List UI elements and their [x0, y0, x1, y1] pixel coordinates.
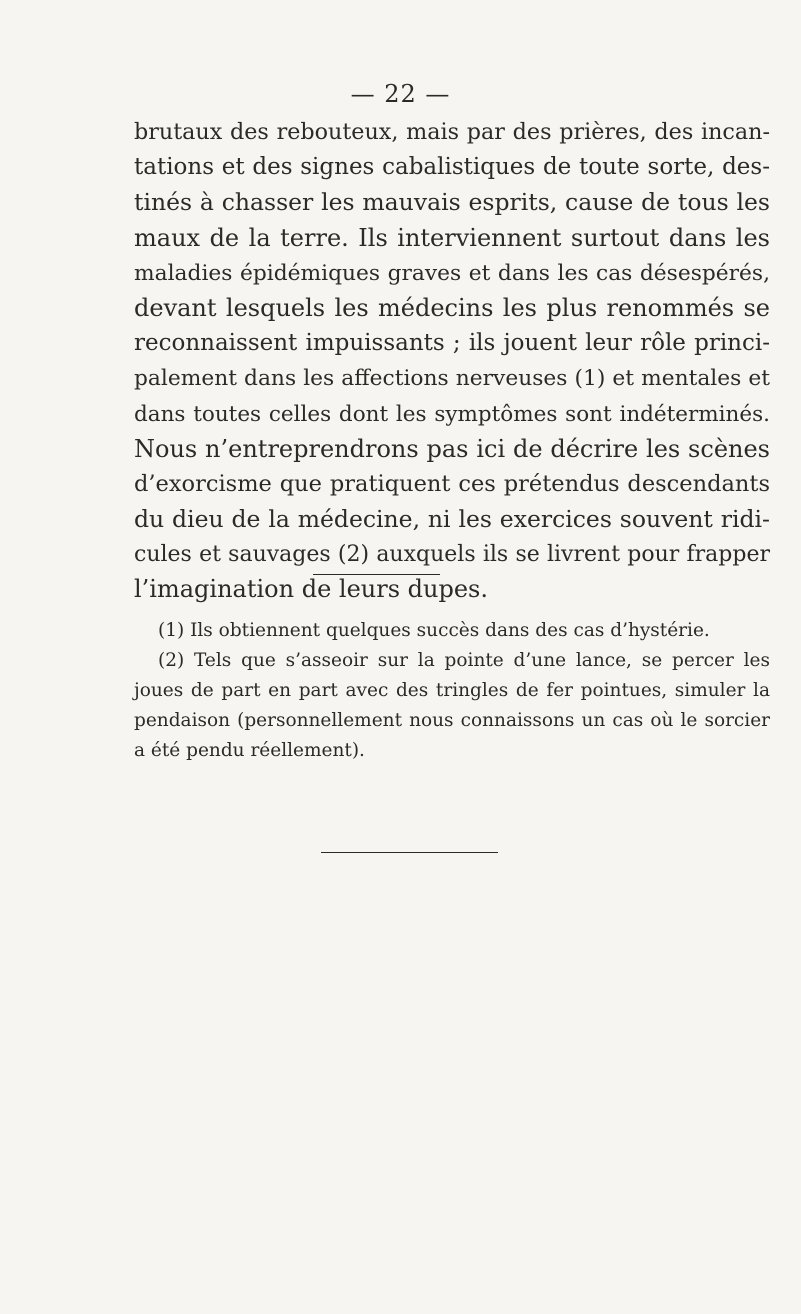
body-line: cules et sauvages (2) auxquels ils se livrent pour frapper [134, 542, 770, 568]
footnote-2-line: a été pendu réellement). [134, 740, 365, 761]
body-line: brutaux des rebouteux, mais par des prières, des incan- [134, 119, 770, 145]
footnote-separator [313, 574, 440, 575]
body-line: du dieu de la médecine, ni les exercices souvent ridi- [134, 505, 770, 534]
body-line: palement dans les affections nerveuses (1) et mentales et [134, 366, 770, 392]
body-text [134, 115, 770, 608]
body-line: tinés à chasser les mauvais esprits, cause de tous les [134, 188, 770, 217]
footnote-2-line: joues de part en part avec des tringles de fer pointues, simuler la [134, 680, 770, 701]
footnote-2-line: (2) Tels que s’asseoir sur la pointe d’une lance, se percer les [158, 650, 770, 671]
body-line: devant lesquels les médecins les plus renommés se [134, 293, 770, 322]
body-line: reconnaissent impuissants ; ils jouent leur rôle princi- [134, 330, 770, 357]
body-line: maladies épidémiques graves et dans les cas désespérés, [134, 260, 770, 286]
body-line: Nous n’entreprendrons pas ici de décrire les scènes [134, 434, 770, 463]
footnote-2-line: pendaison (personnellement nous connaissons un cas où le sorcier [134, 710, 770, 731]
body-line: d’exorcisme que pratiquent ces prétendus descendants [134, 470, 770, 497]
footnotes [134, 616, 770, 766]
body-line: l’imagination de leurs dupes. [134, 575, 488, 604]
body-line: tations et des signes cabalistiques de toute sorte, des- [134, 154, 770, 181]
footnote-1: (1) Ils obtiennent quelques succès dans des cas d’hystérie. [158, 620, 710, 641]
body-line: maux de la terre. Ils interviennent surtout dans les [134, 223, 770, 252]
end-separator [321, 852, 498, 853]
page-number: — 22 — [350, 80, 451, 108]
body-line: dans toutes celles dont les symptômes sont indéterminés. [134, 401, 770, 427]
